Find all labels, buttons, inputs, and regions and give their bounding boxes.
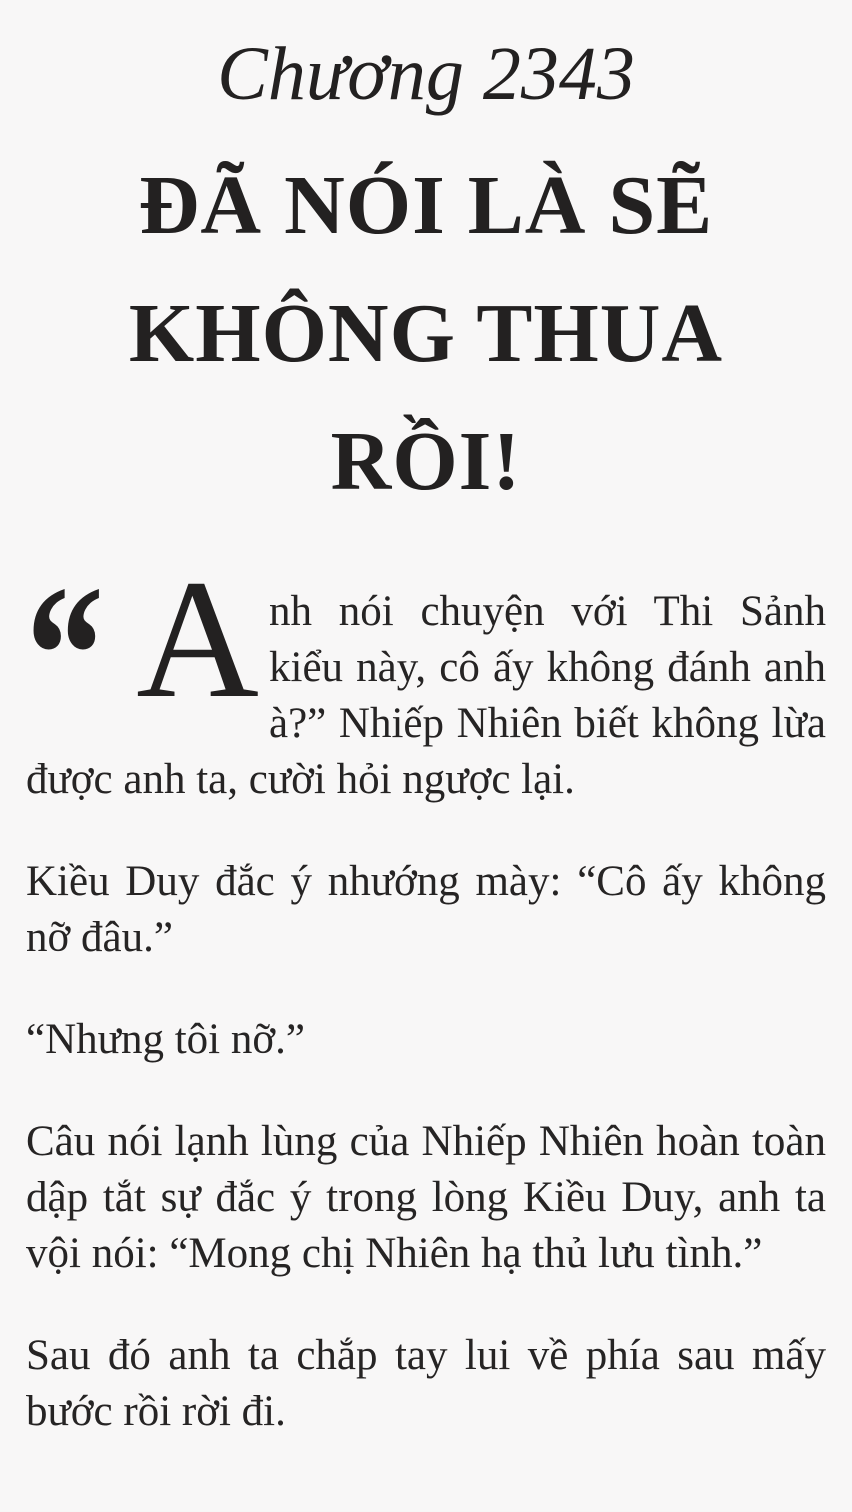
drop-cap-letter: A xyxy=(136,545,259,733)
paragraph: Kiều Duy đắc ý nhướng mày: “Cô ấy không nỡ đâu.” xyxy=(26,858,826,961)
paragraph-text: nh nói chuyện với Thi Sảnh kiểu này, cô ấy không đánh anh à?” Nhiếp Nhiên biết không lừa được anh ta, cười hỏi ngược lại. xyxy=(26,588,826,803)
chapter-number-label: Chương 2343 xyxy=(217,32,635,116)
paragraph-first xyxy=(26,545,826,808)
chapter-body xyxy=(0,545,852,1440)
dropcap-box xyxy=(26,545,269,766)
chapter-title-line-3: RỒI! xyxy=(330,415,522,508)
paragraph: “Nhưng tôi nỡ.” xyxy=(26,1016,305,1063)
reader-page xyxy=(0,26,852,1512)
chapter-title-line-2: KHÔNG THUA xyxy=(128,287,724,380)
chapter-title xyxy=(0,142,852,526)
paragraph: Câu nói lạnh lùng của Nhiếp Nhiên hoàn toàn dập tắt sự đắc ý trong lòng Kiều Duy, anh ta vội nói: “Mong chị Nhiên hạ thủ lưu tình.” xyxy=(26,1118,826,1277)
open-quote-mark: “ xyxy=(26,545,104,766)
chapter-title-line-1: ĐÃ NÓI LÀ SẼ xyxy=(138,159,714,252)
paragraph: Sau đó anh ta chắp tay lui về phía sau mấy bước rồi rời đi. xyxy=(26,1332,826,1435)
chapter-header xyxy=(0,26,852,526)
